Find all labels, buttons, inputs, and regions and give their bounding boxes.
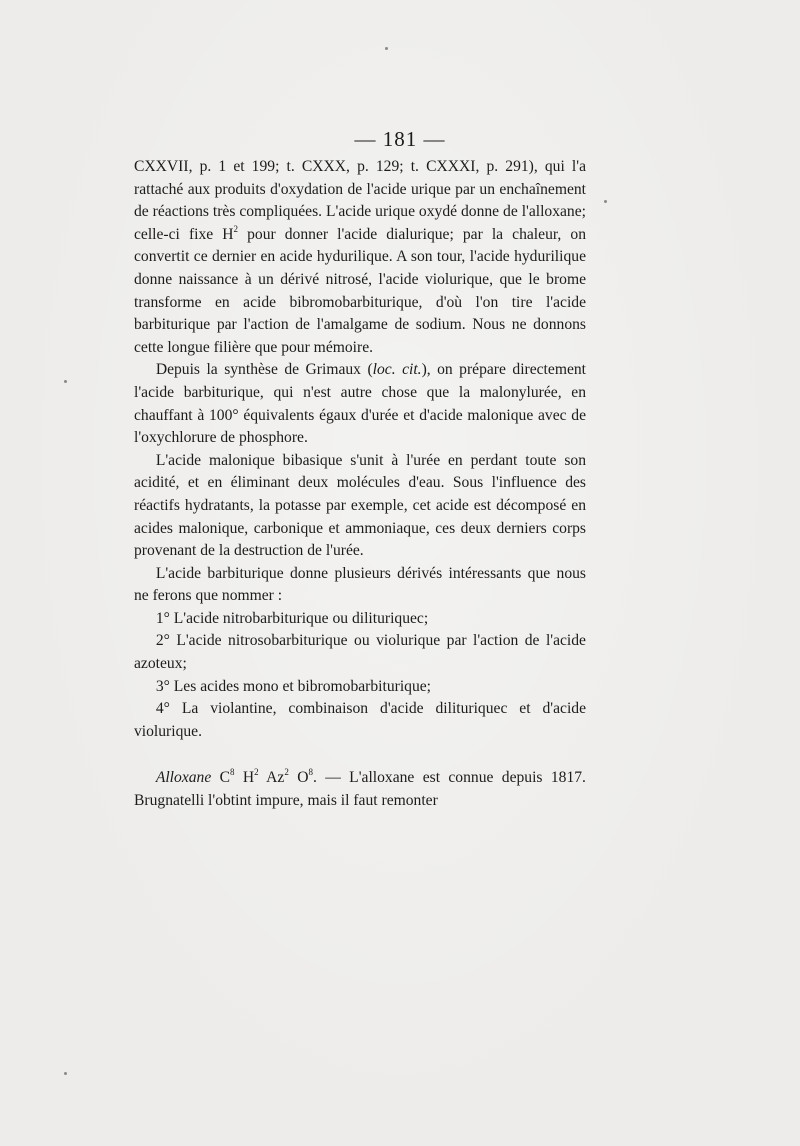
list-item-text: L'acide nitrobarbiturique ou dilituriquec; [173,609,429,627]
scan-speck [385,47,388,50]
formula-o: O [288,769,309,787]
paragraph-1 [134,156,586,359]
list-item-number: 2° [155,632,170,650]
alloxane-heading: Alloxane [155,769,212,787]
body-text [134,156,586,813]
scan-speck [604,200,607,203]
formula-c: C [211,769,231,787]
paragraph-2-text-continued: ), on prépare directement l'acide barbiturique, qui n'est autre chose que la malonylurée, en chauffant à 100° équivalents égaux d'urée et d'acide malonique avec de l'oxychlorure de phosphore. [134,361,586,447]
list-item [134,698,586,743]
paragraph-3: L'acide malonique bibasique s'unit à l'urée en perdant toute son acidité, et en éliminant deux molécules d'eau. Sous l'influence des réactifs hydratants, la potasse par exemple, cet acide est décomposé en acides malonique, carbonique et ammoniaque, ces deux derniers corps provenant de la destruction de l'urée. [134,451,586,560]
formula-h-count: 2 [254,767,259,778]
list-item [134,630,586,675]
scan-speck [64,380,67,383]
formula-az: Az [258,769,285,787]
formula-h: H [234,769,255,787]
alloxane-text: . — L'alloxane est connue depuis 1817. Brugnatelli l'obtint impure, mais il faut remonter [134,769,586,810]
paragraph-2-citation: loc. cit. [372,361,422,379]
list-item-text: Les acides mono et bibromobarbiturique; [173,677,432,695]
page-number: — 181 — [354,127,446,151]
scan-speck [64,1072,67,1075]
list-item-number: 4° [155,700,170,718]
paragraph-4: L'acide barbiturique donne plusieurs dérivés intéressants que nous ne ferons que nommer : [134,564,586,605]
paragraph-1-text: CXXVII, p. 1 et 199; t. CXXX, p. 129; t. CXXXI, p. 291), qui l'a rattaché aux produits d'oxydation de l'acide urique par un enchaînement de réactions très compliquées. L'acide urique oxydé donne de l'alloxane; celle-ci fixe H [134,158,586,243]
alloxane-paragraph [134,767,586,812]
paragraph-2 [134,359,586,449]
paragraph-1-text-continued: pour donner l'acide dialurique; par la chaleur, on convertit ce dernier en acide hydurilique. A son tour, l'acide hydurilique donne naissance à un dérivé nitrosé, l'acide violurique, que le brome transforme en acide bibromobarbiturique, d'où l'on tire l'acide barbiturique par l'action de l'amalgame de sodium. Nous ne donnons cette longue filière que pour mémoire. [134,225,586,356]
list-item-number: 3° [155,677,170,695]
formula-o-count: 8 [308,767,313,778]
paragraph-1-superscript: 2 [233,223,239,234]
formula-c-count: 8 [230,767,235,778]
list-item [134,676,586,699]
list-item [134,608,586,631]
paragraph-2-text: Depuis la synthèse de Grimaux ( [155,361,373,379]
list-item-text: La violantine, combinaison d'acide dilituriquec et d'acide violurique. [134,700,586,740]
list-item-text: L'acide nitrosobarbiturique ou violurique par l'action de l'acide azoteux; [134,632,586,673]
list-item-number: 1° [155,609,170,627]
formula-az-count: 2 [284,767,289,778]
